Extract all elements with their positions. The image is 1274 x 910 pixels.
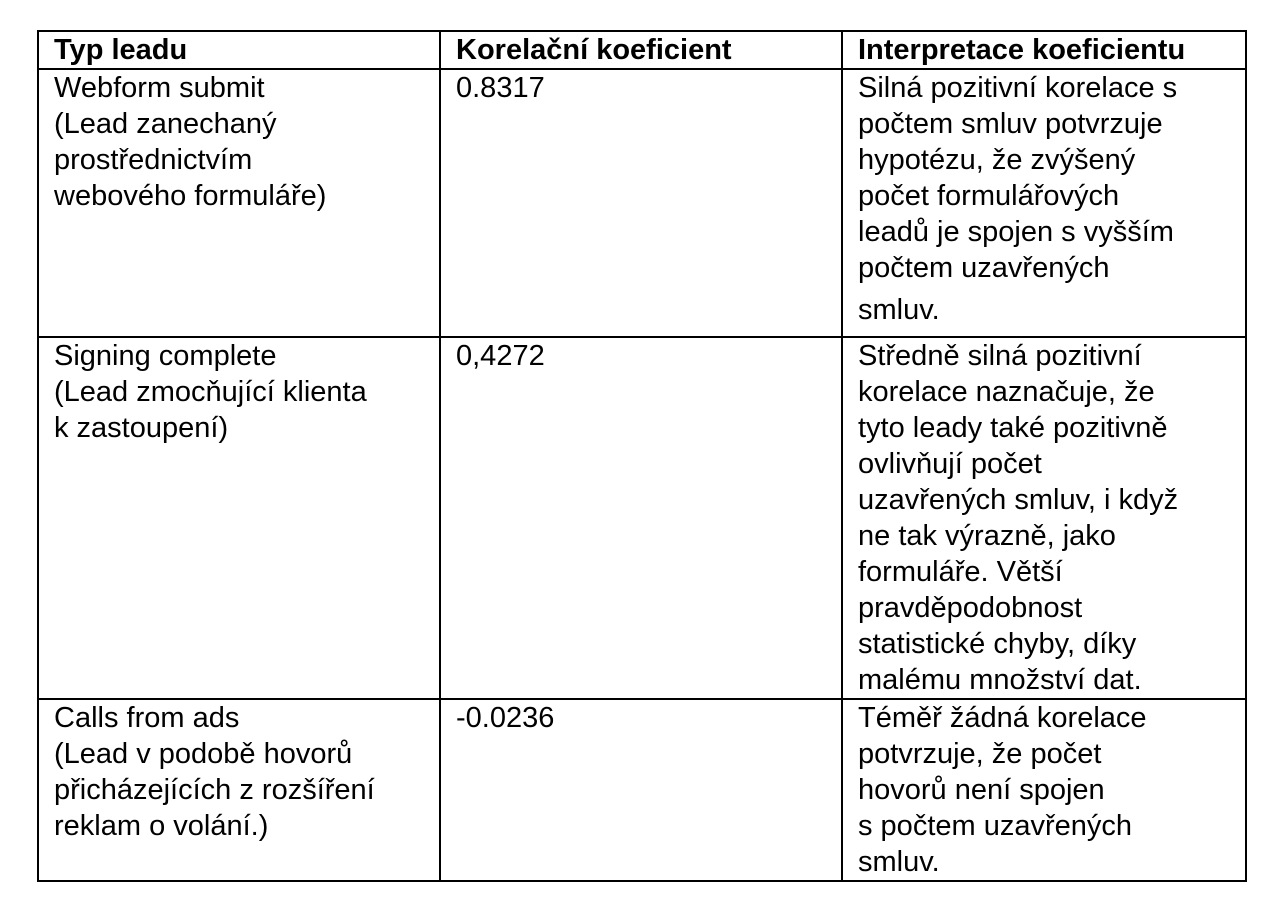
interpretation-cell: [842, 69, 1246, 337]
interpretation-line: s počtem uzavřených: [858, 810, 1133, 842]
correlation-table: [37, 30, 1247, 882]
coefficient-cell: 0.8317: [440, 69, 842, 337]
interpretation-cell: [842, 699, 1246, 881]
lead-type-name: Webform submit: [54, 72, 265, 104]
interpretation-line: tyto leady také pozitivně: [858, 412, 1168, 444]
interpretation-line: počtem uzavřených: [858, 252, 1110, 284]
lead-type-description-line: (Lead zmocňující klienta: [54, 376, 367, 408]
interpretation-line: korelace naznačuje, že: [858, 376, 1155, 408]
interpretation-line: malému množství dat.: [858, 664, 1142, 696]
interpretation-line: statistické chyby, díky: [858, 628, 1137, 660]
header-row: [38, 31, 1246, 69]
interpretation-line: Středně silná pozitivní: [858, 340, 1142, 372]
coefficient-cell: -0.0236: [440, 699, 842, 881]
lead-type-name: Calls from ads: [54, 702, 240, 734]
header-lead-type: Typ leadu: [38, 31, 440, 69]
interpretation-line: uzavřených smluv, i když: [858, 484, 1179, 516]
interpretation-line: pravděpodobnost: [858, 592, 1083, 624]
lead-type-description-line: přicházejících z rozšíření: [54, 774, 375, 806]
interpretation-line: počtem smluv potvrzuje: [858, 108, 1163, 140]
table-row: [38, 337, 1246, 699]
interpretation-line: smluv.: [858, 294, 940, 326]
table-row: [38, 699, 1246, 881]
interpretation-line: leadů je spojen s vyšším: [858, 216, 1174, 248]
interpretation-line: formuláře. Větší: [858, 556, 1063, 588]
lead-type-description-line: webového formuláře): [54, 180, 327, 212]
interpretation-line: ovlivňují počet: [858, 448, 1042, 480]
lead-type-description-line: k zastoupení): [54, 412, 229, 444]
lead-type-cell: [38, 337, 440, 699]
lead-type-description-line: prostřednictvím: [54, 144, 253, 176]
interpretation-line: smluv.: [858, 846, 940, 878]
interpretation-line: ne tak výrazně, jako: [858, 520, 1116, 552]
lead-type-name: Signing complete: [54, 340, 277, 372]
interpretation-cell: [842, 337, 1246, 699]
interpretation-line: Téměř žádná korelace: [858, 702, 1147, 734]
lead-type-cell: [38, 69, 440, 337]
lead-type-description-line: (Lead zanechaný: [54, 108, 277, 140]
interpretation-line: hovorů není spojen: [858, 774, 1105, 806]
coefficient-cell: 0,4272: [440, 337, 842, 699]
lead-type-cell: [38, 699, 440, 881]
interpretation-line: Silná pozitivní korelace s: [858, 72, 1178, 104]
table-row: [38, 69, 1246, 337]
interpretation-line: hypotézu, že zvýšený: [858, 144, 1136, 176]
header-interpretation: Interpretace koeficientu: [842, 31, 1246, 69]
header-coefficient: Korelační koeficient: [440, 31, 842, 69]
interpretation-line: počet formulářových: [858, 180, 1120, 212]
interpretation-line: potvrzuje, že počet: [858, 738, 1102, 770]
lead-type-description-line: (Lead v podobě hovorů: [54, 738, 353, 770]
lead-type-description-line: reklam o volání.): [54, 810, 269, 842]
